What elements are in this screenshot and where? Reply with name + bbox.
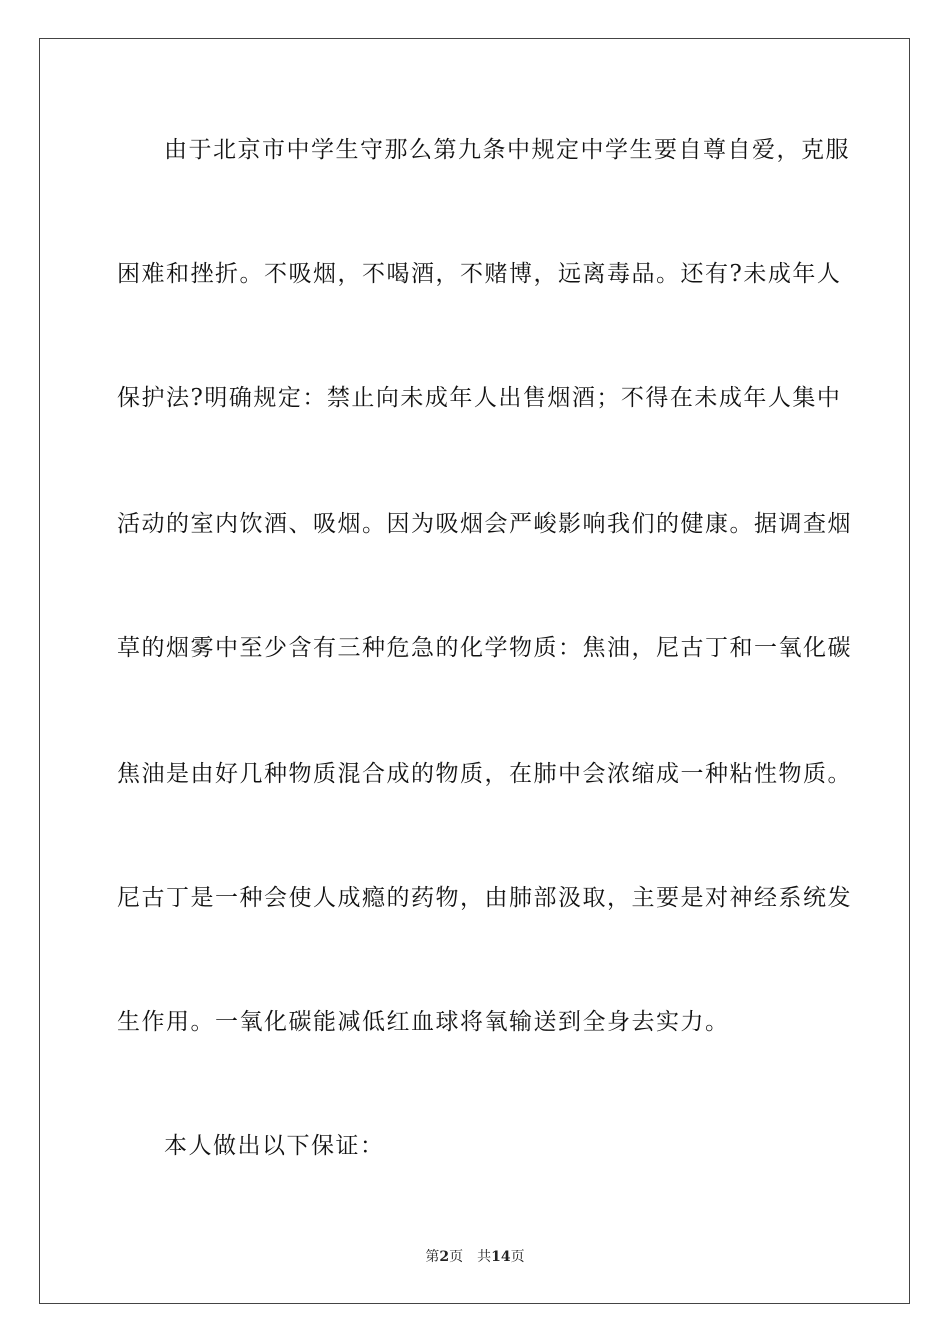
page-prefix: 第	[425, 1249, 440, 1265]
page-number: 2	[439, 1249, 450, 1265]
total-pages: 14	[491, 1249, 511, 1265]
total-suffix: 页	[510, 1249, 525, 1265]
pledge-heading: 本人做出以下保证：	[164, 1133, 385, 1159]
total-prefix: 共	[477, 1249, 492, 1265]
paragraph-line-3: 保护法?明确规定：禁止向未成年人出售烟酒；不得在未成年人集中	[117, 385, 842, 411]
paragraph-line-2: 困难和挫折。不吸烟，不喝酒，不赌博，远离毒品。还有?未成年人	[117, 261, 842, 287]
paragraph-line-7: 尼古丁是一种会使人成瘾的药物，由肺部汲取，主要是对神经系统发	[117, 885, 852, 911]
paragraph-line-8: 生作用。一氧化碳能减低红血球将氧输送到全身去实力。	[117, 1009, 730, 1035]
paragraph-line-1: 由于北京市中学生守那么第九条中规定中学生要自尊自爱，克服	[164, 137, 850, 163]
page-footer	[0, 1248, 950, 1266]
page-suffix: 页	[449, 1249, 464, 1265]
page-border	[39, 38, 910, 1304]
paragraph-line-5: 草的烟雾中至少含有三种危急的化学物质：焦油，尼古丁和一氧化碳	[117, 635, 852, 661]
paragraph-line-6: 焦油是由好几种物质混合成的物质，在肺中会浓缩成一种粘性物质。	[117, 761, 852, 787]
paragraph-line-4: 活动的室内饮酒、吸烟。因为吸烟会严峻影响我们的健康。据调查烟	[117, 511, 852, 537]
